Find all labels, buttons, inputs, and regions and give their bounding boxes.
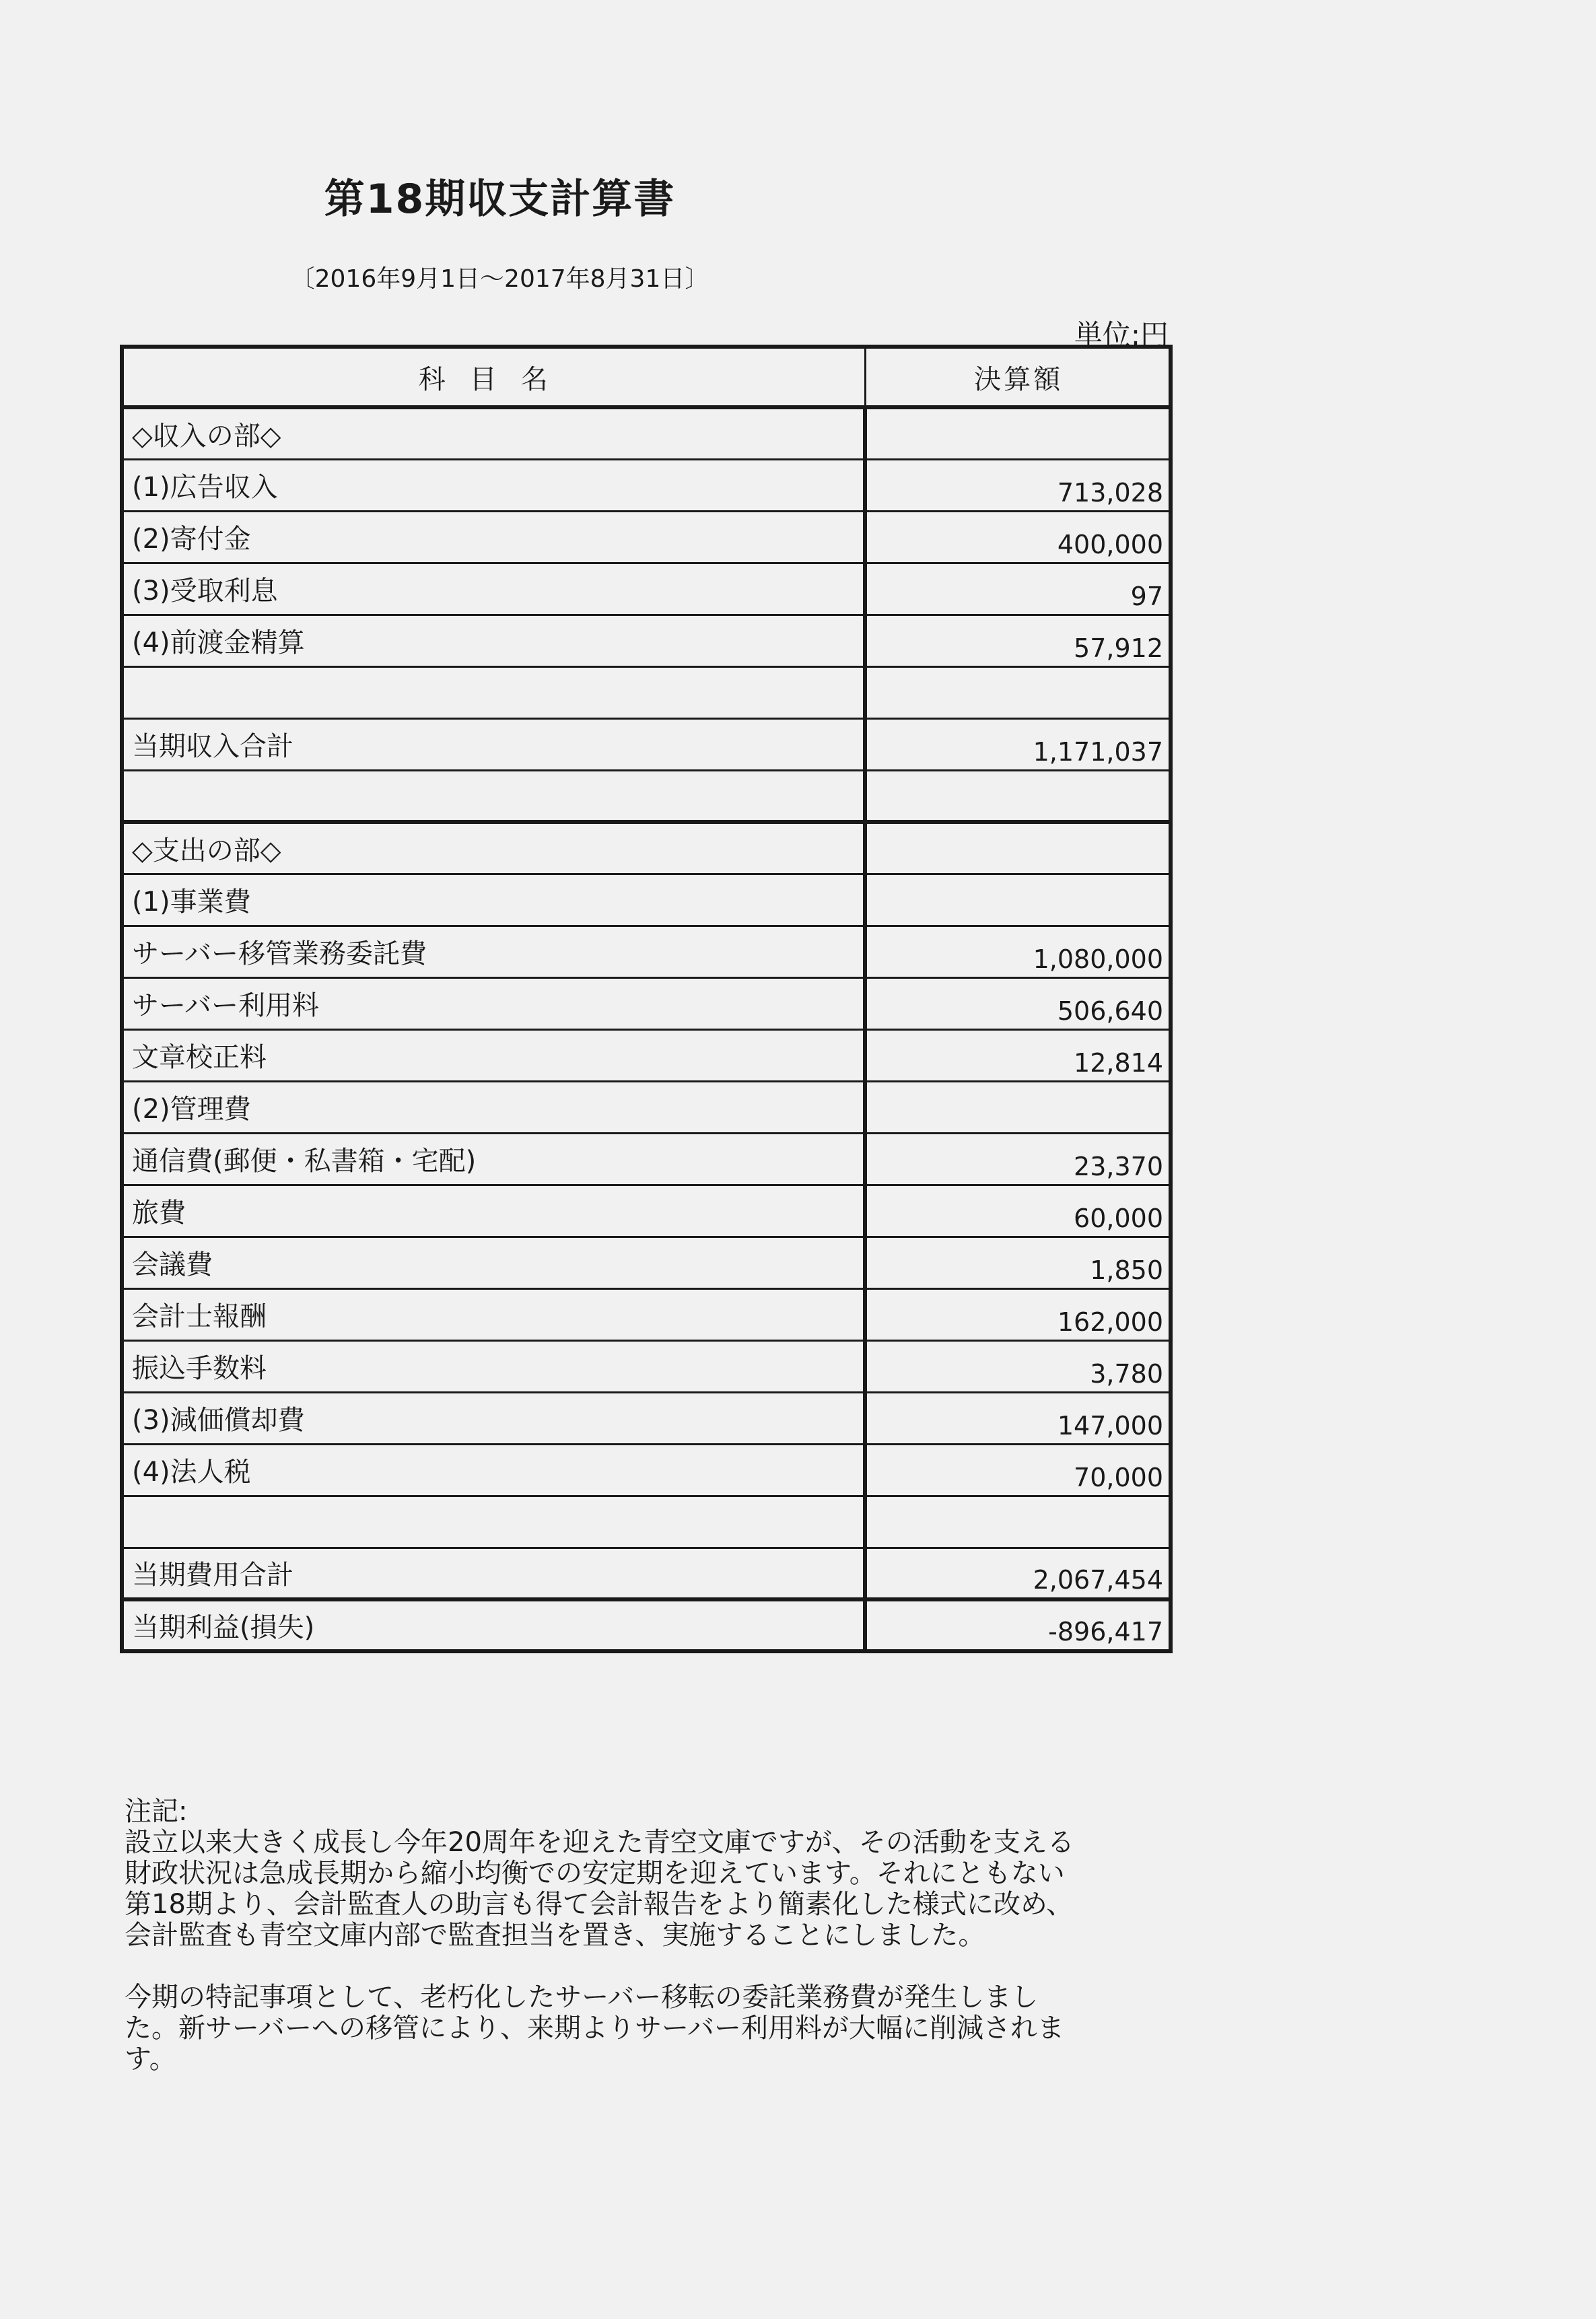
notes-section: [125, 1796, 1175, 2075]
header-account-name: 科目名: [122, 347, 865, 407]
table-row: [122, 1444, 1171, 1496]
table-row: [122, 926, 1171, 977]
amount-cell: 1,171,037: [865, 718, 1171, 770]
notes-line: 第18期より、会計監査人の助言も得て会計報告をより簡素化した様式に改め、: [125, 1889, 1074, 1920]
table-row: [122, 1496, 1171, 1548]
table-row: [122, 1133, 1171, 1185]
amount-cell: 12,814: [865, 1029, 1171, 1081]
notes-line: 設立以来大きく成長し今年20周年を迎えた青空文庫ですが、その活動を支える: [125, 1827, 1074, 1858]
amount-cell: 1,850: [865, 1237, 1171, 1288]
amount-cell: 2,067,454: [865, 1548, 1171, 1599]
account-name-cell: 当期費用合計: [122, 1548, 865, 1599]
account-name-cell: 振込手数料: [122, 1340, 865, 1392]
account-name-cell: 旅費: [122, 1185, 865, 1237]
table-row: [122, 874, 1171, 926]
amount-cell: 60,000: [865, 1185, 1171, 1237]
amount-cell: [865, 407, 1171, 459]
notes-paragraph-1: [125, 1827, 1175, 1951]
amount-cell: 57,912: [865, 615, 1171, 666]
table-row: [122, 1288, 1171, 1340]
amount-cell: 23,370: [865, 1133, 1171, 1185]
table-row: [122, 511, 1171, 563]
amount-cell: 713,028: [865, 459, 1171, 511]
account-name-cell: (1)事業費: [122, 874, 865, 926]
amount-cell: 162,000: [865, 1288, 1171, 1340]
account-name-cell: (4)前渡金精算: [122, 615, 865, 666]
account-name-cell: 会議費: [122, 1237, 865, 1288]
account-name-cell: 文章校正料: [122, 1029, 865, 1081]
table-row: [122, 770, 1171, 822]
account-name-cell: 通信費(郵便・私書箱・宅配): [122, 1133, 865, 1185]
account-name-cell: サーバー移管業務委託費: [122, 926, 865, 977]
table-row: [122, 1237, 1171, 1288]
table-row: [122, 563, 1171, 615]
table-row: [122, 1185, 1171, 1237]
amount-cell: [865, 874, 1171, 926]
notes-line: 財政状況は急成長期から縮小均衡での安定期を迎えています。それにともない: [125, 1858, 1065, 1889]
table-body: [122, 407, 1171, 1651]
table-row: [122, 1392, 1171, 1444]
amount-cell: 97: [865, 563, 1171, 615]
table-row: [122, 718, 1171, 770]
currency-unit: 単位:円: [1074, 318, 1169, 351]
amount-cell: 400,000: [865, 511, 1171, 563]
table-row: [122, 822, 1171, 874]
account-name-cell: 当期収入合計: [122, 718, 865, 770]
account-name-cell: [122, 666, 865, 718]
account-name-cell: [122, 1496, 865, 1548]
table-row: [122, 1340, 1171, 1392]
table-row: [122, 1029, 1171, 1081]
account-name-cell: 会計士報酬: [122, 1288, 865, 1340]
fiscal-period: 〔2016年9月1日～2017年8月31日〕: [290, 265, 709, 293]
amount-cell: [865, 666, 1171, 718]
account-name-cell: サーバー利用料: [122, 977, 865, 1029]
amount-cell: [865, 770, 1171, 822]
amount-cell: 3,780: [865, 1340, 1171, 1392]
account-name-cell: ◇支出の部◇: [122, 822, 865, 874]
header-amount: 決算額: [865, 347, 1171, 407]
notes-line: た。新サーバーへの移管により、来期よりサーバー利用料が大幅に削減されま: [125, 2013, 1064, 2044]
account-name-cell: (3)受取利息: [122, 563, 865, 615]
document-title: 第18期収支計算書: [324, 176, 676, 223]
table-row: [122, 977, 1171, 1029]
amount-cell: 506,640: [865, 977, 1171, 1029]
account-name-cell: ◇収入の部◇: [122, 407, 865, 459]
table-row: [122, 1599, 1171, 1651]
account-name-cell: (4)法人税: [122, 1444, 865, 1496]
amount-cell: [865, 822, 1171, 874]
table-row: [122, 1548, 1171, 1599]
table-row: [122, 666, 1171, 718]
table-header-row: [122, 347, 1171, 407]
notes-line: 今期の特記事項として、老朽化したサーバー移転の委託業務費が発生しまし: [125, 1982, 1039, 2013]
table-row: [122, 1081, 1171, 1133]
amount-cell: [865, 1081, 1171, 1133]
table-row: [122, 615, 1171, 666]
account-name-cell: (2)管理費: [122, 1081, 865, 1133]
amount-cell: [865, 1496, 1171, 1548]
amount-cell: -896,417: [865, 1599, 1171, 1651]
account-name-cell: (1)広告収入: [122, 459, 865, 511]
account-name-cell: [122, 770, 865, 822]
amount-cell: 1,080,000: [865, 926, 1171, 977]
table-row: [122, 407, 1171, 459]
income-expense-table: [120, 345, 1173, 1653]
amount-cell: 70,000: [865, 1444, 1171, 1496]
notes-line: す。: [125, 2044, 176, 2075]
table-row: [122, 459, 1171, 511]
amount-cell: 147,000: [865, 1392, 1171, 1444]
notes-heading: 注記:: [125, 1796, 188, 1827]
notes-line: 会計監査も青空文庫内部で監査担当を置き、実施することにしました。: [125, 1920, 985, 1951]
account-name-cell: (2)寄付金: [122, 511, 865, 563]
notes-paragraph-2: [125, 1982, 1175, 2075]
account-name-cell: (3)減価償却費: [122, 1392, 865, 1444]
account-name-cell: 当期利益(損失): [122, 1599, 865, 1651]
